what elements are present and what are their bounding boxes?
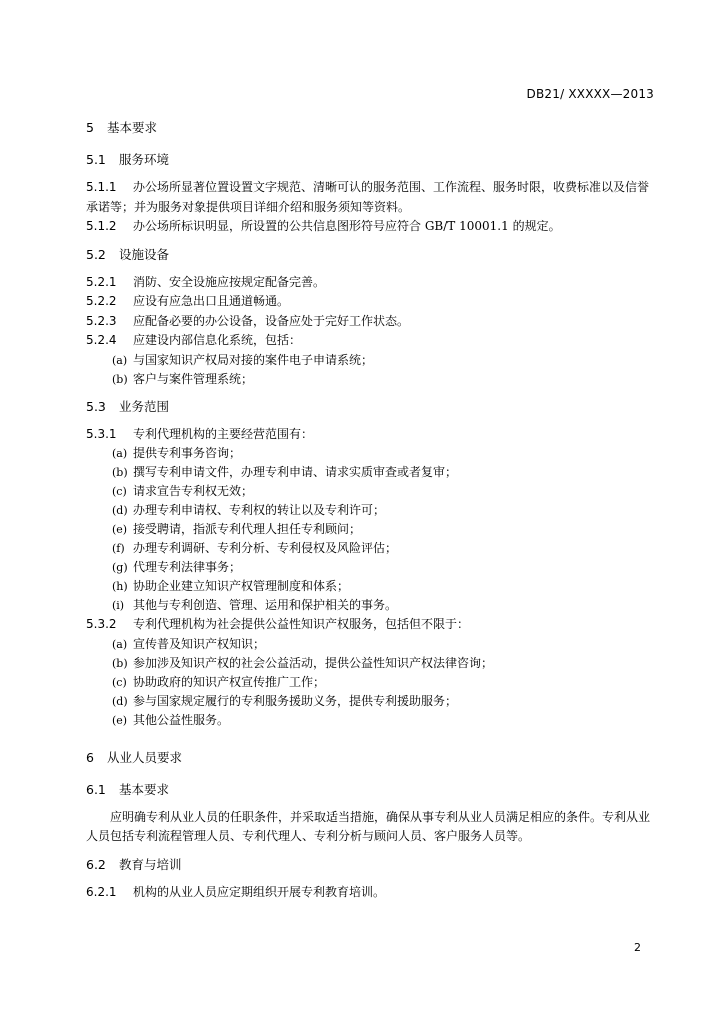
list-item-text: 参与国家规定履行的专利服务援助义务，提供专利援助服务； — [133, 693, 458, 708]
list-item-text: 撰写专利申请文件，办理专利申请、请求实质审查或者复审； — [133, 465, 458, 479]
section-number: 5 — [86, 120, 94, 135]
list-item-text: 参加涉及知识产权的社会公益活动，提供公益性知识产权法律咨询； — [133, 655, 494, 670]
clause-number: 6.2.1 — [86, 884, 117, 899]
clause-number: 5.3.2 — [86, 617, 117, 631]
list-item-label: (h) — [112, 580, 128, 593]
clause-text: 应配备必要的办公设备，设备应处于完好工作状态。 — [133, 313, 410, 328]
clause-text: 办公场所显著位置设置文字规范、清晰可认的服务范围、工作流程、服务时限，收费标准以及信誉承诺等；并为服务对象提供项目详细介绍和服务须知等资料。 — [86, 180, 650, 214]
list-item — [86, 711, 660, 730]
list-item-label: (b) — [112, 466, 128, 479]
list-item-text: 接受聘请，指派专利代理人担任专利顾问； — [133, 522, 362, 536]
list-item-label: (a) — [112, 637, 128, 651]
clause-5-2-2 — [86, 292, 660, 312]
list-item-text: 宣传普及知识产权知识； — [133, 636, 266, 651]
section-number: 5.3 — [86, 398, 106, 414]
list-item-label: (b) — [112, 372, 128, 386]
list-item-text: 其他与专利创造、管理、运用和保护相关的事务。 — [133, 598, 398, 612]
list-item-label: (c) — [112, 485, 127, 498]
clause-number: 5.1.1 — [86, 180, 117, 194]
list-item — [86, 501, 660, 520]
clause-text-end: 的规定。 — [512, 219, 561, 233]
list-item — [86, 692, 660, 711]
clause-5-2-3 — [86, 312, 660, 332]
list-item-text: 与国家知识产权局对接的案件电子申请系统； — [133, 352, 374, 367]
list-item — [86, 596, 660, 615]
list-item-text: 客户与案件管理系统； — [133, 371, 254, 386]
list-item-label: (i) — [112, 599, 125, 612]
section-title: 服务环境 — [119, 152, 170, 167]
list-item — [86, 654, 660, 673]
list-item-text: 协助政府的知识产权宣传推广工作； — [133, 674, 326, 689]
section-title: 教育与培训 — [119, 856, 182, 872]
list-item — [86, 520, 660, 539]
section-title: 基本要求 — [119, 781, 170, 797]
section-5-2-heading — [86, 245, 660, 264]
clause-text: 机构的从业人员应定期组织开展专利教育培训。 — [133, 884, 386, 899]
clause-number: 5.2.1 — [86, 274, 117, 289]
clause-number: 5.1.2 — [86, 219, 117, 233]
clause-5-1-1 — [86, 178, 660, 217]
section-6-1-heading — [86, 780, 660, 799]
clause-6-2-1 — [86, 883, 660, 903]
list-item-label: (c) — [112, 675, 127, 689]
clause-number: 5.2.3 — [86, 313, 117, 328]
list-item — [86, 463, 660, 482]
list-item-text: 其他公益性服务。 — [133, 712, 230, 727]
clause-number: 5.2.4 — [86, 333, 117, 347]
list-item-label: (d) — [112, 504, 128, 517]
list-item — [86, 351, 660, 370]
list-item-label: (b) — [112, 656, 128, 670]
clause-5-3-2 — [86, 615, 660, 635]
section-title: 设施设备 — [119, 246, 170, 262]
list-item-label: (a) — [112, 447, 128, 460]
section-title: 从业人员要求 — [107, 749, 183, 765]
document-body — [86, 118, 660, 902]
list-item — [86, 370, 660, 389]
list-item — [86, 444, 660, 463]
body-paragraph: 应明确专利从业人员的任职条件，并采取适当措施，确保从事专利从业人员满足相应的条件。专利从业人员包括专利流程管理人员、专利代理人、专利分析与顾问人员、客户服务人员等。 — [86, 809, 651, 843]
section-5-1-heading — [86, 150, 660, 169]
clause-number: 5.3.1 — [86, 426, 117, 441]
list-item — [86, 577, 660, 596]
section-number: 6.1 — [86, 781, 106, 797]
clause-text: 办公场所标识明显，所设置的公共信息图形符号应符合 — [133, 219, 422, 233]
list-item-text: 代理专利法律事务； — [133, 560, 242, 574]
section-number: 5.1 — [86, 152, 106, 167]
section-6-2-heading — [86, 855, 660, 874]
clause-number: 5.2.2 — [86, 294, 117, 308]
list-item-text: 请求宣告专利权无效； — [133, 484, 254, 498]
section-5-heading — [86, 118, 660, 137]
list-item — [86, 558, 660, 577]
clause-text: 应设有应急出口且通道畅通。 — [133, 294, 290, 308]
list-item-label: (g) — [112, 561, 128, 574]
list-item-label: (f) — [112, 542, 125, 555]
clause-text: 专利代理机构为社会提供公益性知识产权服务，包括但不限于： — [133, 617, 470, 631]
list-item-label: (a) — [112, 353, 128, 367]
list-item-text: 办理专利调研、专利分析、专利侵权及风险评估； — [133, 541, 398, 555]
section-5-3-heading — [86, 397, 660, 416]
page-number: 2 — [634, 941, 641, 954]
clause-5-2-4 — [86, 331, 660, 351]
clause-text: 应建设内部信息化系统，包括： — [133, 333, 302, 347]
list-item-text: 办理专利申请权、专利权的转让以及专利许可； — [133, 503, 386, 517]
list-item — [86, 482, 660, 501]
section-number: 5.2 — [86, 246, 106, 262]
list-item — [86, 673, 660, 692]
section-number: 6 — [86, 749, 94, 765]
list-item-label: (e) — [112, 713, 128, 727]
standard-code-header: DB21/ XXXXX—2013 — [526, 87, 654, 101]
section-title: 业务范围 — [119, 398, 170, 414]
list-item — [86, 539, 660, 558]
clause-5-1-2 — [86, 217, 660, 237]
clause-5-2-1 — [86, 273, 660, 293]
clause-text: 专利代理机构的主要经营范围有： — [133, 426, 314, 441]
list-item-label: (e) — [112, 523, 128, 536]
list-item — [86, 635, 660, 654]
section-title: 基本要求 — [107, 120, 158, 135]
list-item-label: (d) — [112, 694, 128, 708]
standard-reference: GB/T 10001.1 — [424, 219, 509, 233]
section-number: 6.2 — [86, 856, 106, 872]
section-6-heading — [86, 748, 660, 767]
list-item-text: 提供专利事务咨询； — [133, 446, 242, 460]
clause-5-3-1 — [86, 425, 660, 445]
list-item-text: 协助企业建立知识产权管理制度和体系； — [133, 579, 350, 593]
clause-text: 消防、安全设施应按规定配备完善。 — [133, 274, 326, 289]
